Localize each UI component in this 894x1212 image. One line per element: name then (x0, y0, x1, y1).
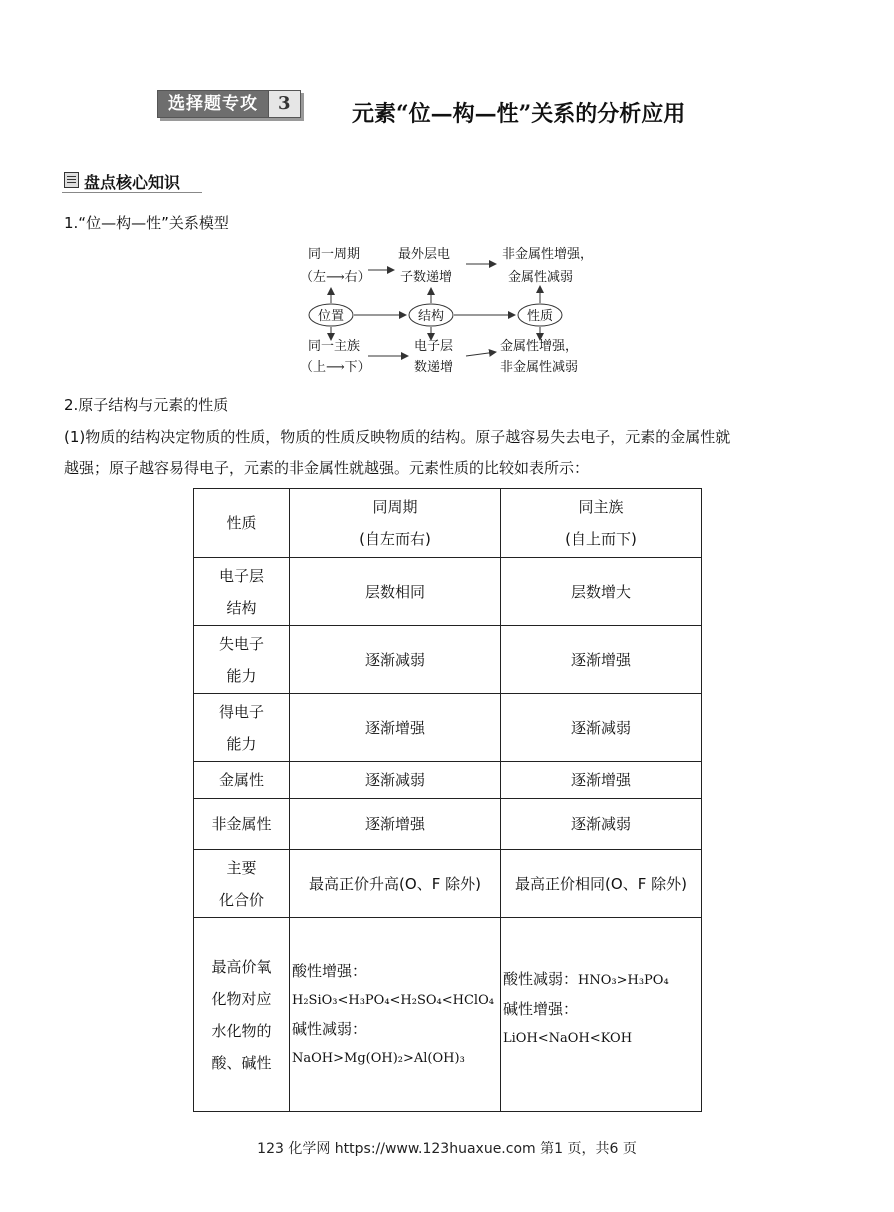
table-cell: 层数增大 (501, 558, 702, 626)
table-row (194, 918, 702, 1112)
header-cell: 同主族 (自上而下) (501, 489, 702, 558)
table-row (194, 762, 702, 799)
label-metal-weaker: 金属性减弱 (508, 270, 574, 285)
paragraph-line-1: (1)物质的结构决定物质的性质，物质的性质反映物质的结构。原子越容易失去电子，元素的金属性就 (64, 428, 731, 446)
label-outer-electrons: 最外层电 (398, 247, 451, 262)
section-title: 盘点核心知识 (84, 173, 181, 192)
table-cell: 逐渐增强 (501, 762, 702, 799)
row-label: 得电子 能力 (194, 694, 290, 762)
row-label: 金属性 (194, 762, 290, 799)
label-top-bottom: （上⟶下） (300, 360, 371, 375)
item2-heading: 2.原子结构与元素的性质 (64, 396, 229, 414)
document-icon (64, 172, 79, 188)
row-label: 失电子 能力 (194, 626, 290, 694)
table-cell: 酸性增强： H₂SiO₃<H₃PO₄<H₂SO₄<HClO₄ 碱性减弱： NaOH>Mg(OH)₂>Al(OH)₃ (290, 918, 501, 1112)
table-cell: 逐渐增强 (290, 694, 501, 762)
relationship-diagram (290, 240, 610, 380)
item1-heading: 1.“位—构—性”关系模型 (64, 214, 229, 232)
row-label: 主要 化合价 (194, 850, 290, 918)
table-cell: 逐渐减弱 (501, 694, 702, 762)
row-label: 最高价氧 化物对应 水化物的 酸、碱性 (194, 918, 290, 1112)
table-cell: 逐渐增强 (290, 799, 501, 850)
row-label: 非金属性 (194, 799, 290, 850)
header-cell: 同周期 (自左而右) (290, 489, 501, 558)
node-structure: 结构 (418, 309, 445, 324)
table-cell: 最高正价相同(O、F 除外) (501, 850, 702, 918)
label-electron-shells: 电子层 (414, 339, 454, 354)
label-shell-increase: 数递增 (414, 360, 454, 375)
section-underline (62, 192, 202, 193)
element-properties-table (193, 488, 702, 1112)
table-row (194, 850, 702, 918)
page-title: 元素“位—构—性”关系的分析应用 (352, 101, 686, 127)
row-label: 电子层 结构 (194, 558, 290, 626)
label-metal-stronger: 金属性增强， (500, 339, 579, 354)
table-row (194, 626, 702, 694)
node-position: 位置 (318, 309, 345, 324)
table-row (194, 489, 702, 558)
label-left-right: （左⟶右） (300, 270, 371, 285)
table-cell: 逐渐减弱 (290, 762, 501, 799)
node-property: 性质 (527, 309, 554, 324)
label-increase: 子数递增 (400, 270, 453, 285)
section-badge (157, 90, 301, 118)
table-cell: 逐渐减弱 (501, 799, 702, 850)
table-cell: 逐渐减弱 (290, 626, 501, 694)
label-same-group: 同一主族 (308, 339, 361, 354)
page-footer: 123 化学网 https://www.123huaxue.com 第1 页，共6 页 (257, 1141, 637, 1157)
table-cell: 酸性减弱：HNO₃>H₃PO₄ 碱性增强： LiOH<NaOH<KOH (501, 918, 702, 1112)
badge-number: 3 (268, 91, 300, 117)
table-row (194, 694, 702, 762)
label-same-period: 同一周期 (308, 247, 361, 262)
badge-label: 选择题专攻 (158, 91, 268, 117)
table-row (194, 558, 702, 626)
table-cell: 最高正价升高(O、F 除外) (290, 850, 501, 918)
label-nonmetal-weaker: 非金属性减弱 (500, 360, 579, 375)
table-cell: 层数相同 (290, 558, 501, 626)
paragraph-line-2: 越强；原子越容易得电子，元素的非金属性就越强。元素性质的比较如表所示： (64, 459, 590, 477)
table-cell: 逐渐增强 (501, 626, 702, 694)
header-cell: 性质 (194, 489, 290, 558)
label-nonmetal-stronger: 非金属性增强， (502, 247, 594, 262)
table-row (194, 799, 702, 850)
